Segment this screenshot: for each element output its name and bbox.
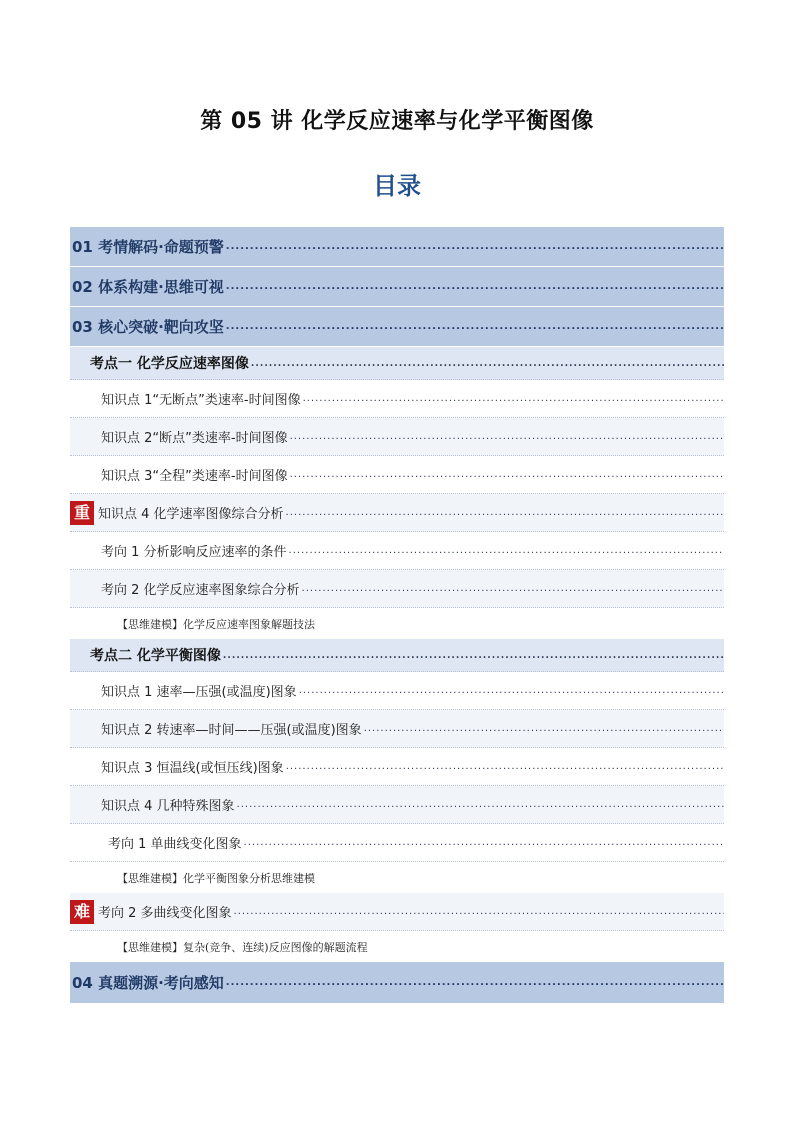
- toc-item-label: 知识点 3“全程”类速率-时间图像: [101, 469, 288, 484]
- toc-section-label: 01 考情解码·命题预警: [72, 238, 224, 256]
- toc-item[interactable]: [70, 786, 724, 824]
- toc-item[interactable]: [70, 418, 724, 456]
- dot-leader: [303, 393, 724, 404]
- toc-item[interactable]: [70, 570, 724, 608]
- dot-leader: [234, 906, 724, 917]
- toc-model-label: 【思维建模】复杂(竞争、连续)反应图像的解题流程: [117, 940, 368, 954]
- dot-leader: [290, 431, 724, 442]
- dot-leader: [302, 583, 724, 594]
- toc-model-label: 【思维建模】化学平衡图象分析思维建模: [117, 871, 315, 885]
- toc-item-label: 知识点 2 转速率—时间——压强(或温度)图象: [101, 723, 362, 738]
- dot-leader: [226, 321, 724, 332]
- toc-model-note[interactable]: [70, 608, 724, 639]
- toc-item-hard[interactable]: [70, 893, 724, 931]
- toc-model-note[interactable]: [70, 862, 724, 893]
- toc-item-label: 知识点 2“断点”类速率-时间图像: [101, 431, 288, 446]
- toc-item-label: 考向 2 化学反应速率图象综合分析: [101, 583, 300, 598]
- dot-leader: [286, 761, 724, 772]
- dot-leader: [226, 281, 724, 292]
- dot-leader: [251, 358, 724, 369]
- toc-item[interactable]: [70, 380, 724, 418]
- dot-leader: [290, 469, 724, 480]
- toc-item-label: 知识点 1“无断点”类速率-时间图像: [101, 393, 301, 408]
- dot-leader: [244, 837, 724, 848]
- toc-section-label: 04 真题溯源·考向感知: [72, 974, 224, 992]
- dot-leader: [226, 977, 724, 988]
- toc-item-label: 知识点 4 几种特殊图象: [101, 799, 235, 814]
- toc-topic-1[interactable]: [70, 347, 724, 380]
- toc-item-label: 考向 2 多曲线变化图象: [98, 906, 232, 921]
- toc-model-label: 【思维建模】化学反应速率图象解题技法: [117, 617, 315, 631]
- toc-item-label: 知识点 4 化学速率图像综合分析: [98, 507, 284, 522]
- table-of-contents: [70, 227, 724, 1004]
- dot-leader: [223, 650, 724, 661]
- toc-section-label: 02 体系构建·思维可视: [72, 278, 224, 296]
- dot-leader: [364, 723, 724, 734]
- dot-leader: [286, 507, 724, 518]
- toc-item[interactable]: [70, 532, 724, 570]
- toc-topic-label: 考点一 化学反应速率图像: [90, 356, 249, 372]
- toc-item[interactable]: [70, 824, 724, 862]
- toc-topic-label: 考点二 化学平衡图像: [90, 648, 221, 664]
- toc-item[interactable]: [70, 456, 724, 494]
- key-point-badge: 重: [70, 501, 94, 525]
- toc-item-label: 知识点 3 恒温线(或恒压线)图象: [101, 761, 284, 776]
- toc-topic-2[interactable]: [70, 639, 724, 672]
- toc-item[interactable]: [70, 748, 724, 786]
- toc-item[interactable]: [70, 710, 724, 748]
- toc-section-02[interactable]: [70, 267, 724, 307]
- toc-item[interactable]: [70, 672, 724, 710]
- toc-section-01[interactable]: [70, 227, 724, 267]
- toc-heading: 目录: [373, 172, 421, 200]
- toc-section-label: 03 核心突破·靶向攻坚: [72, 318, 224, 336]
- difficult-badge: 难: [70, 900, 94, 924]
- toc-section-03[interactable]: [70, 307, 724, 347]
- toc-item-label: 知识点 1 速率—压强(或温度)图象: [101, 685, 297, 700]
- toc-model-note[interactable]: [70, 931, 724, 962]
- dot-leader: [237, 799, 724, 810]
- dot-leader: [226, 241, 724, 252]
- toc-item-key[interactable]: [70, 494, 724, 532]
- toc-item-label: 考向 1 单曲线变化图象: [108, 837, 242, 852]
- dot-leader: [299, 685, 724, 696]
- dot-leader: [289, 545, 724, 556]
- toc-section-04[interactable]: [70, 962, 724, 1004]
- page-title: 第 05 讲 化学反应速率与化学平衡图像: [200, 109, 594, 134]
- toc-item-label: 考向 1 分析影响反应速率的条件: [101, 545, 287, 560]
